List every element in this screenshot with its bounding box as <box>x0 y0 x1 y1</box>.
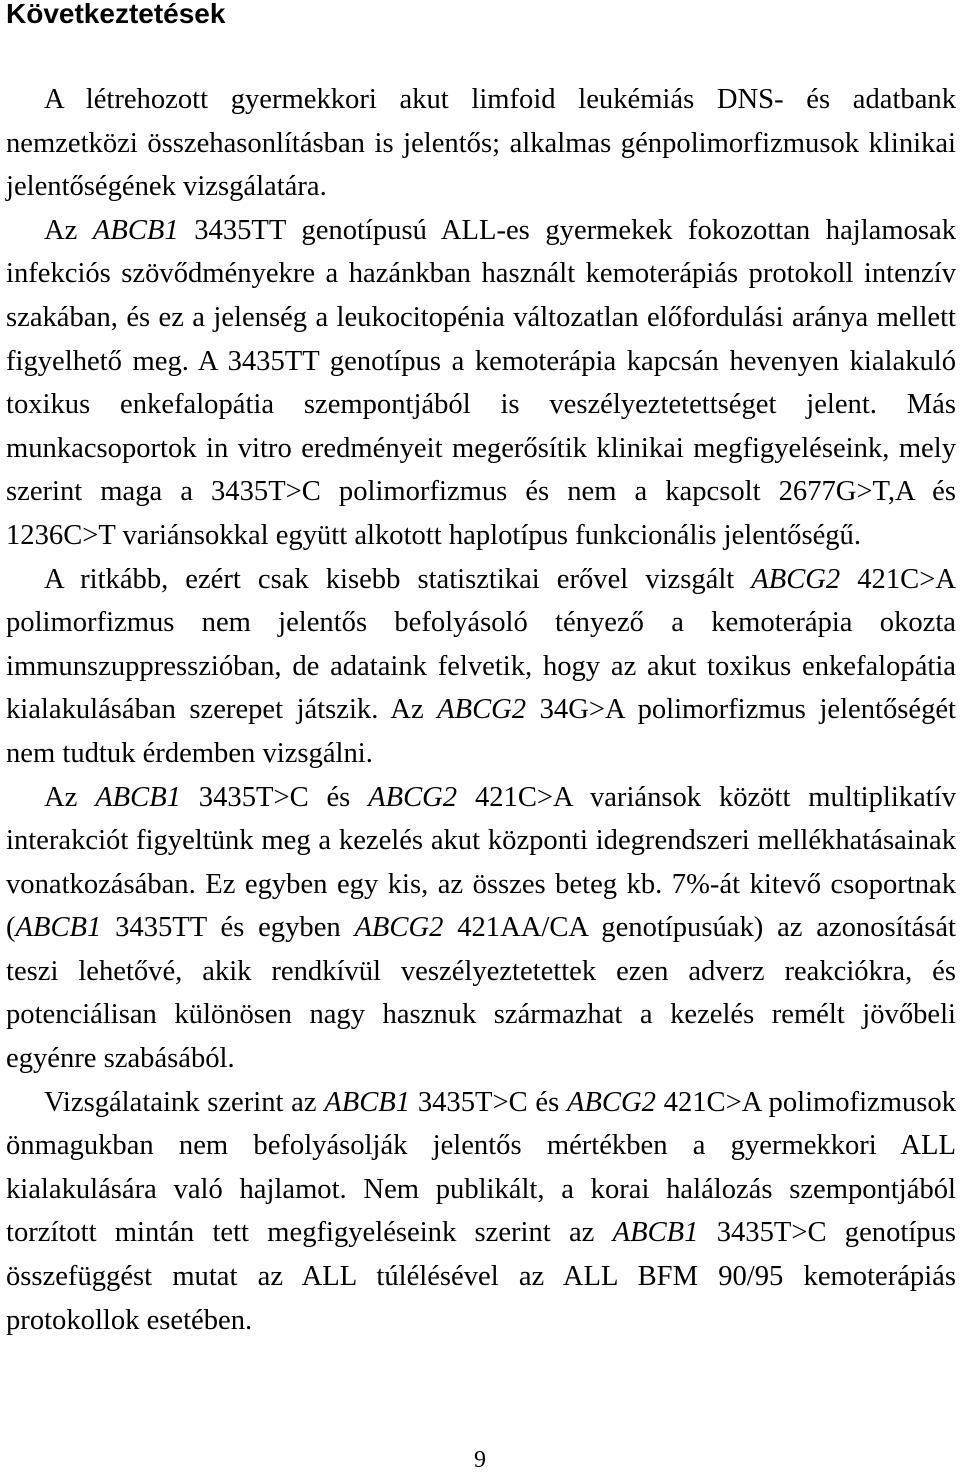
gene-symbol: ABCG2 <box>368 781 458 813</box>
text-run: A ritkább, ezért csak kisebb statisztikai erővel vizsgált <box>44 563 752 595</box>
text-run: 3435T>C és <box>410 1086 567 1118</box>
gene-symbol: ABCG2 <box>437 694 527 726</box>
gene-symbol: ABCB1 <box>95 781 181 813</box>
text-run: Az <box>44 781 96 813</box>
gene-symbol: ABCG2 <box>566 1086 656 1118</box>
document-body <box>6 78 956 1342</box>
gene-symbol: ABCB1 <box>612 1217 699 1249</box>
text-run: A létrehozott gyermekkori akut limfoid leukémiás DNS- és adatbank nemzetközi összehasonlításban is jelentős; alkalmas génpolimorfizmusok klinikai jelentőségének vizsgálatára. <box>6 84 956 203</box>
paragraph <box>6 209 956 558</box>
page-number: 9 <box>474 1447 486 1473</box>
gene-symbol: ABCG2 <box>354 912 444 944</box>
text-run: 34G>A polimorfizmus jelentőségét nem tudtuk érdemben vizsgálni. <box>6 694 957 769</box>
text-run: Az <box>44 214 93 246</box>
gene-symbol: ABCB1 <box>324 1086 411 1118</box>
paragraph <box>6 776 956 1081</box>
text-run: 3435T>C és <box>180 781 369 813</box>
text-run: 3435T>C genotípus összefüggést mutat az ALL túlélésével az ALL BFM 90/95 kemoterápiás protokollok esetében. <box>6 1217 956 1336</box>
paragraph <box>6 78 956 209</box>
section-heading: Következtetések <box>6 0 226 29</box>
gene-symbol: ABCB1 <box>92 214 179 246</box>
text-run: 421C>A variánsok között multiplikatív interakciót figyeltünk meg a kezelés akut központi idegrendszeri mellékhatásainak vonatkozásában. Ez egyben egy kis, az összes beteg kb. 7%-át kitevő csoportnak ( <box>6 781 956 944</box>
text-run: 3435TT genotípusú ALL-es gyermekek fokozottan hajlamosak infekciós szövődményekre a hazánkban használt kemoterápiás protokoll intenzív szakában, és ez a jelenség a leukocitopénia változatlan előfordulási aránya mellett figyelhető meg. A 3435TT genotípus a kemoterápia kapcsán hevenyen kialakuló toxikus enkefalopátia szempontjából is veszélyeztetettséget jelent. Más munkacsoportok in vitro eredményeit megerősítik klinikai megfigyeléseink, mely szerint maga a 3435T>C polimorfizmus és nem a kapcsolt 2677G>T,A és 1236C>T variánsokkal együtt alkotott haplotípus funkcionális jelentőségű. <box>6 214 956 551</box>
text-run: Vizsgálataink szerint az <box>44 1086 325 1118</box>
text-run: 3435TT és egyben <box>101 912 355 944</box>
text-run: 421C>A polimofizmusok önmagukban nem befolyásolják jelentős mértékben a gyermekkori ALL kialakulására való hajlamot. Nem publikált, a korai halálozás szempontjából torzított mintán tett megfigyeléseink szerint az <box>6 1086 956 1249</box>
text-run: 421C>A polimorfizmus nem jelentős befolyásoló tényező a kemoterápia okozta immunszuppresszióban, de adataink felvetik, hogy az akut toxikus enkefalopátia kialakulásában szerepet játszik. Az <box>6 563 957 726</box>
paragraph <box>6 1081 956 1343</box>
gene-symbol: ABCG2 <box>751 563 841 595</box>
gene-symbol: ABCB1 <box>15 912 102 944</box>
paragraph <box>6 558 956 776</box>
text-run: 421AA/CA genotípusúak) az azonosítását teszi lehetővé, akik rendkívül veszélyeztetettek ezen adverz reakciókra, és potenciálisan különösen nagy hasznuk származhat a kezelés remélt jövőbeli egyénre szabásából. <box>6 912 956 1075</box>
